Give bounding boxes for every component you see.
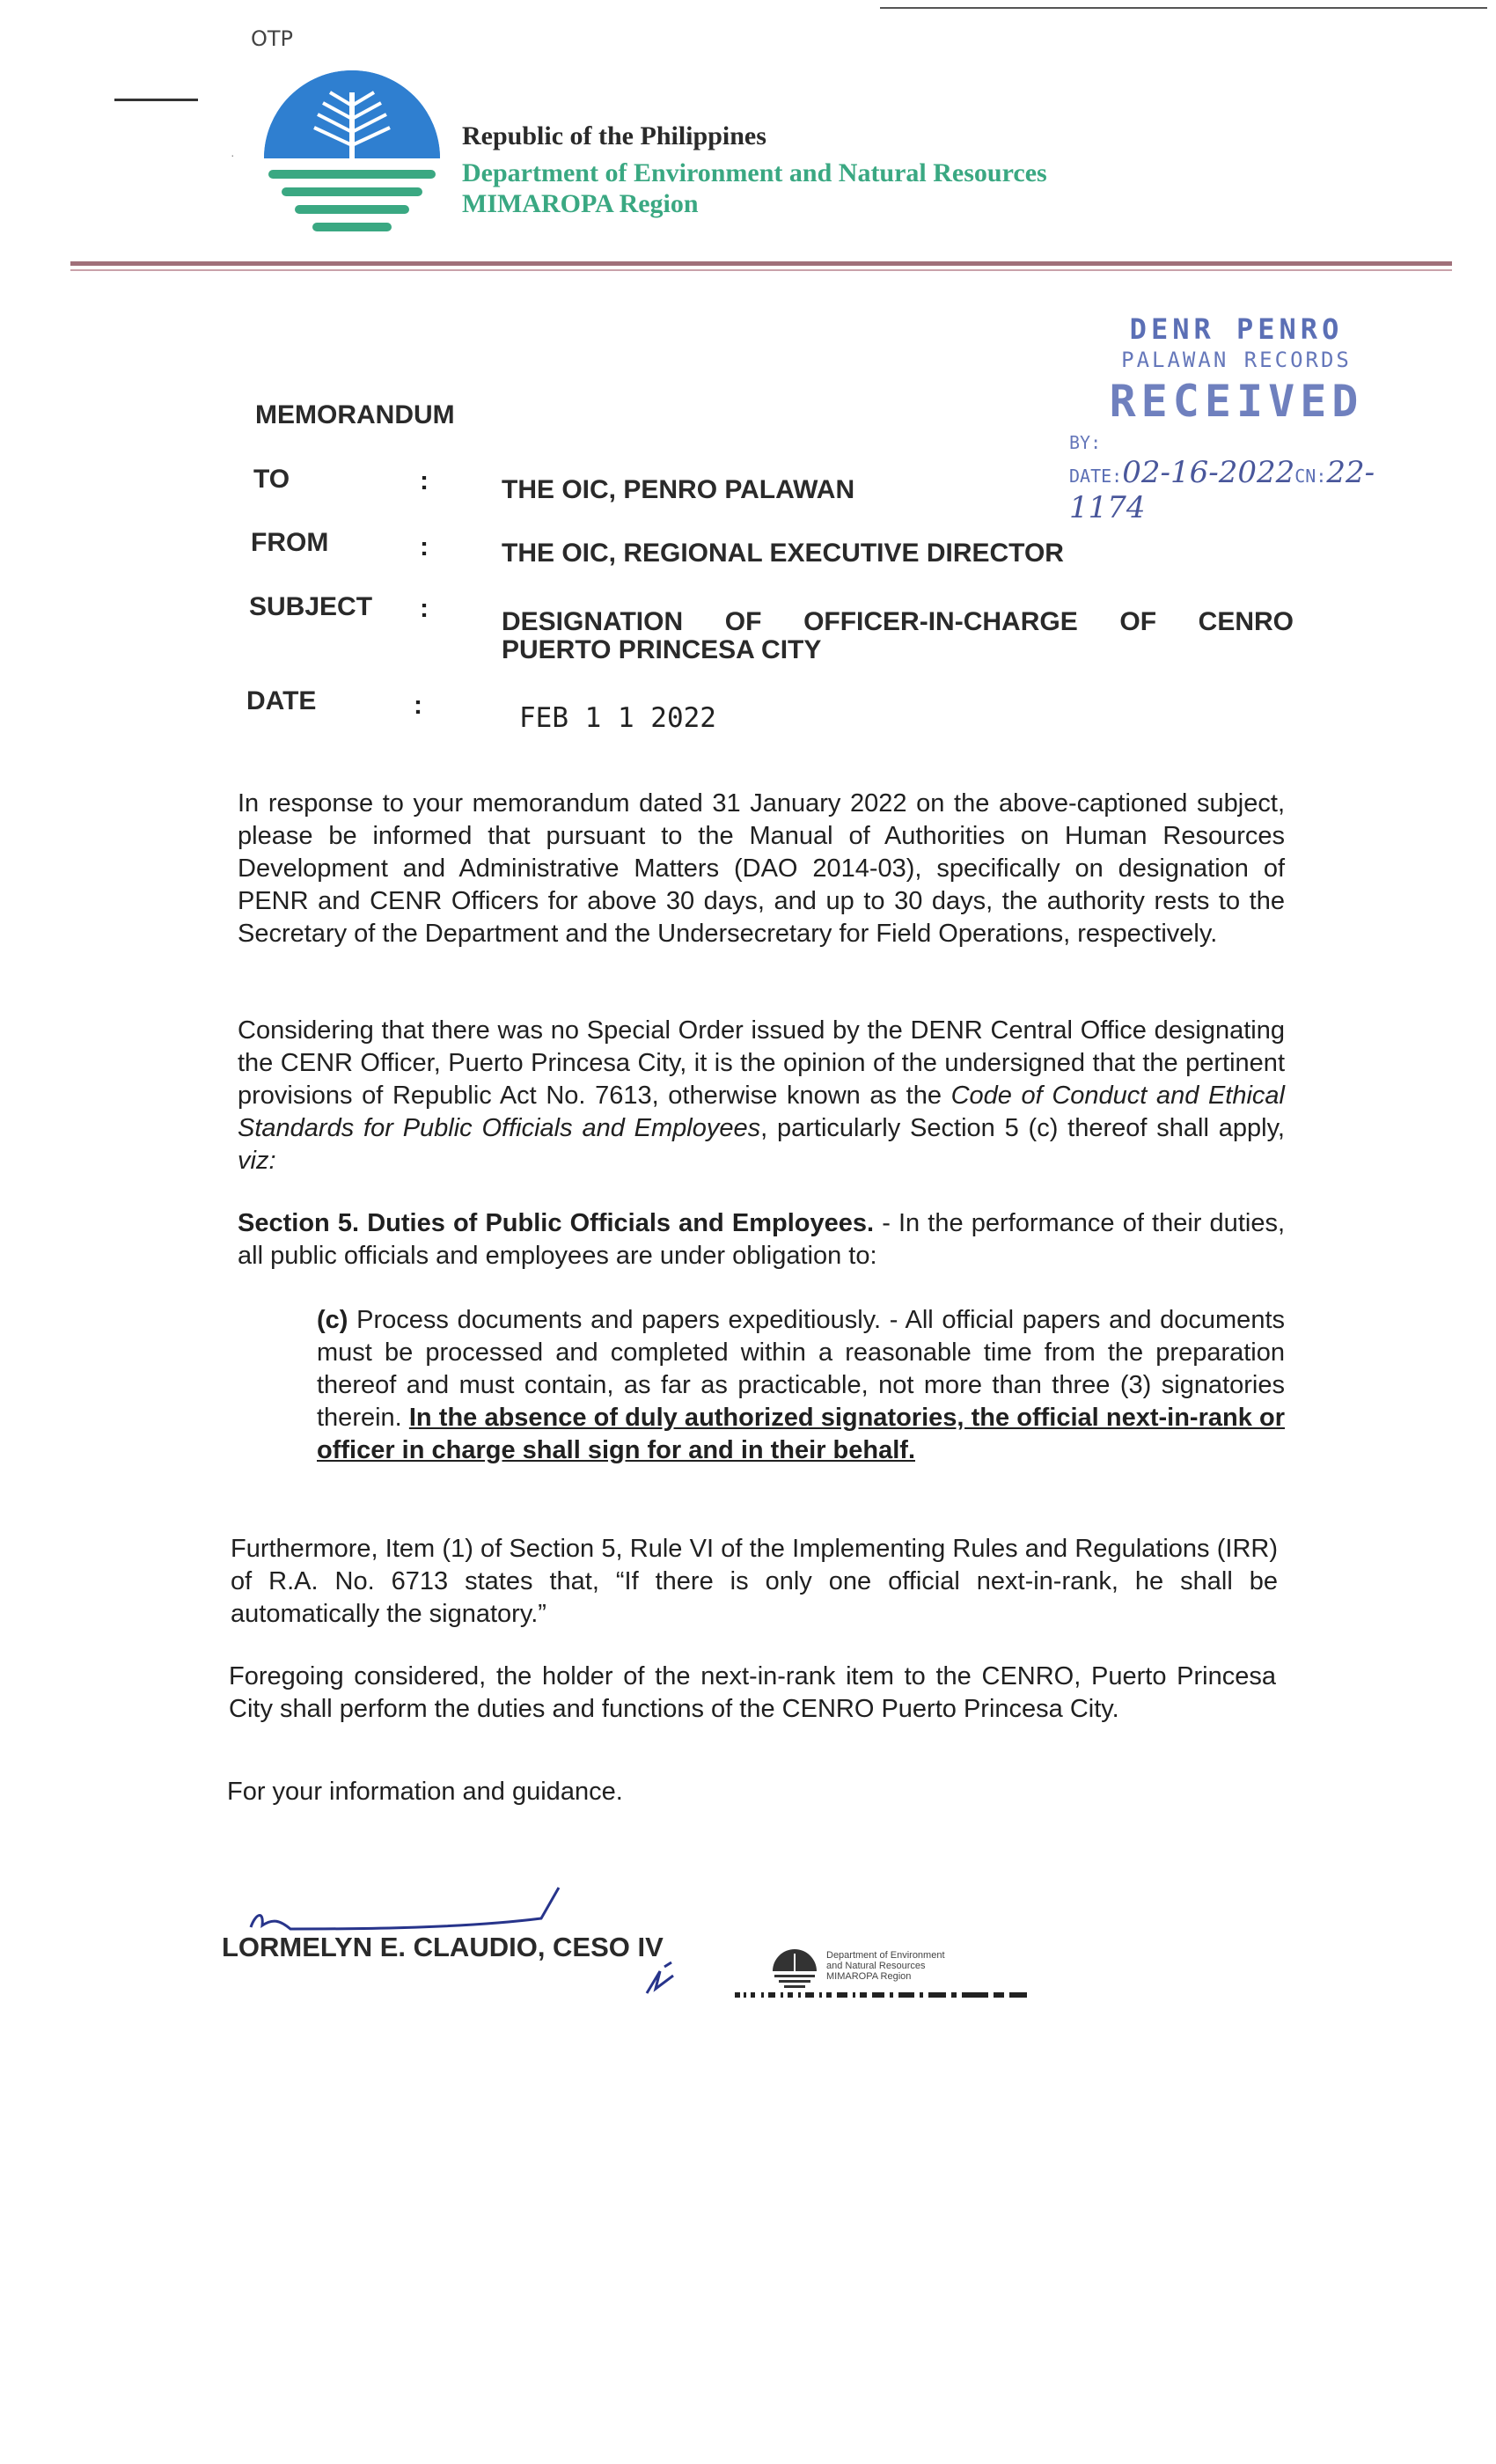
scan-edge-line bbox=[880, 7, 1487, 9]
date-label: DATE bbox=[246, 686, 317, 715]
header-rule bbox=[70, 261, 1452, 266]
to-colon: : bbox=[420, 466, 429, 495]
from-value: THE OIC, REGIONAL EXECUTIVE DIRECTOR bbox=[502, 539, 1064, 568]
stamp-date-label: DATE: bbox=[1069, 466, 1123, 487]
section-5-text: - In the performance of their duties, all public officials and employees are under obligation to: bbox=[238, 1209, 1285, 1270]
subject-colon: : bbox=[420, 594, 429, 623]
date-stamp-value: FEB 1 1 2022 bbox=[519, 702, 716, 734]
paragraph-3 bbox=[238, 1207, 1285, 1272]
stamp-cn-label: CN: bbox=[1294, 466, 1327, 487]
footer-logo-line1: Department of Environment bbox=[826, 1950, 945, 1961]
paragraph-2-text-cont: , particularly Section 5 (c) thereof shall apply, bbox=[760, 1114, 1285, 1142]
scan-speck: · bbox=[231, 148, 235, 162]
viz: viz: bbox=[238, 1147, 276, 1175]
to-value: THE OIC, PENRO PALAWAN bbox=[502, 475, 855, 504]
paragraph-5: Furthermore, Item (1) of Section 5, Rule VI of the Implementing Rules and Regulations (IRR) of R.A. No. 6713 states that, “If there is only one official next-in-rank, he shall be automatically the signatory.” bbox=[231, 1535, 1278, 1628]
stamp-office: DENR PENRO bbox=[1129, 312, 1344, 346]
paragraph-4 bbox=[317, 1304, 1285, 1467]
from-label: FROM bbox=[251, 528, 329, 557]
code-of-conduct-title: Code of Conduct and Ethical Standards for Public Officials and Employees bbox=[238, 1082, 1285, 1142]
stamp-by bbox=[1069, 432, 1404, 453]
item-c-text: Process documents and papers expeditiously. - All official papers and documents must be processed and completed within a reasonable time from the preparation thereof and must contain, as far as practicable, not more than three (3) signatories therein. bbox=[317, 1306, 1285, 1432]
header-republic: Republic of the Philippines bbox=[462, 121, 766, 150]
section-5-heading: Section 5. Duties of Public Officials and Employees. bbox=[238, 1209, 875, 1237]
footer-denr-logo-icon bbox=[770, 1947, 819, 1991]
date-colon: : bbox=[414, 691, 422, 720]
paragraph-6: Foregoing considered, the holder of the next-in-rank item to the CENRO, Puerto Princesa City shall perform the duties and functions of the CENRO Puerto Princesa City. bbox=[229, 1662, 1276, 1723]
memo-title: MEMORANDUM bbox=[255, 400, 455, 429]
footer-barcode-icon bbox=[735, 1992, 1034, 1998]
from-colon: : bbox=[420, 532, 429, 561]
stamp-by-label: BY: bbox=[1069, 432, 1102, 453]
stamp-cn-value: 22-1174 bbox=[1069, 455, 1375, 525]
signatory-name: LORMELYN E. CLAUDIO, CESO IV bbox=[222, 1932, 664, 1962]
header-region: MIMAROPA Region bbox=[462, 189, 699, 218]
denr-logo-icon bbox=[260, 66, 444, 251]
subject-value-line2: PUERTO PRINCESA CITY bbox=[502, 635, 822, 664]
stamp-date-row bbox=[1069, 455, 1404, 525]
initials-mark-icon bbox=[638, 1958, 682, 2002]
footer-logo-line3: MIMAROPA Region bbox=[826, 1971, 912, 1982]
footer-logo-text bbox=[826, 1950, 945, 1982]
paragraph-7: For your information and guidance. bbox=[227, 1778, 623, 1806]
handwritten-note: OTP bbox=[251, 26, 294, 51]
footer-logo-line2: and Natural Resources bbox=[826, 1961, 926, 1971]
paragraph-2 bbox=[238, 1015, 1285, 1177]
to-label: TO bbox=[253, 465, 290, 494]
received-stamp bbox=[1069, 312, 1404, 525]
header-rule-thin bbox=[70, 269, 1452, 271]
subject-value-line1: DESIGNATION OF OFFICER-IN-CHARGE OF CENRO bbox=[502, 607, 1294, 636]
stamp-date-value: 02-16-2022 bbox=[1122, 455, 1295, 490]
stamp-received: RECEIVED bbox=[1109, 376, 1364, 427]
stamp-records: PALAWAN RECORDS bbox=[1121, 348, 1352, 372]
item-c-label: (c) bbox=[317, 1306, 348, 1334]
margin-mark bbox=[114, 99, 198, 101]
paragraph-1: In response to your memorandum dated 31 January 2022 on the above-captioned subject, please be informed that pursuant to the Manual of Authorities on Human Resources Development and Administrative Matters (DAO 2014-03), specifically on designation of PENR and CENR Officers for above 30 days, and up to 30 days, the authority rests to the Secretary of the Department and the Undersecretary for Field Operations, respectively. bbox=[238, 789, 1285, 948]
subject-label: SUBJECT bbox=[249, 592, 373, 621]
item-c-underlined: In the absence of duly authorized signatories, the official next-in-rank or officer in charge shall sign for and in their behalf. bbox=[317, 1404, 1285, 1464]
paragraph-2-text: Considering that there was no Special Order issued by the DENR Central Office designating the CENR Officer, Puerto Princesa City, it is the opinion of the undersigned that the pertinent provisions of Republic Act No. 7613, otherwise known as the bbox=[238, 1016, 1285, 1110]
header-department: Department of Environment and Natural Resources bbox=[462, 158, 1047, 187]
